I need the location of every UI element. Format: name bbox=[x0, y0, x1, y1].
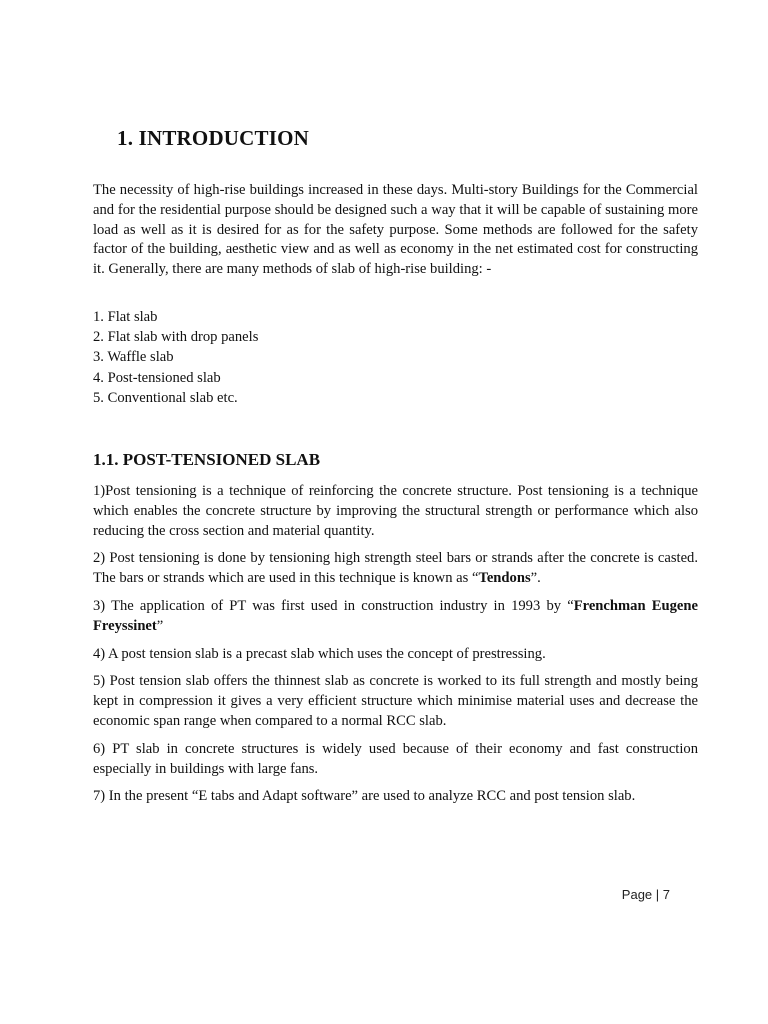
list-item: 2. Flat slab with drop panels bbox=[93, 329, 259, 346]
list-item: 5. Conventional slab etc. bbox=[93, 389, 238, 406]
point-2-text: 2) Post tensioning is done by tensioning high strength steel bars or strands after the concrete is casted. The bars or strands which are used in this technique is known as “ bbox=[93, 550, 698, 587]
point-2 bbox=[93, 549, 698, 589]
intro-paragraph: The necessity of high-rise buildings increased in these days. Multi-story Buildings for the Commercial and for the residential purpose should be designed such a way that it will be capable of sustaining more load as well as it is desired for as for the safety purpose. Some methods are followed for the safety factor of the building, aesthetic view and as well as economy in the net estimated cost for constructing it. Generally, there are many methods of slab of high-rise building: - bbox=[93, 182, 698, 278]
point-1: 1)Post tensioning is a technique of reinforcing the concrete structure. Post tensioning is a technique which enables the concrete structure by improving the structural strength or performance which also reducing the cross section and material quantity. bbox=[93, 483, 698, 539]
point-3 bbox=[93, 597, 698, 637]
freyssinet-name: Frenchman Eugene Freyssinet bbox=[93, 597, 698, 634]
point-6: 6) PT slab in concrete structures is widely used because of their economy and fast construction especially in buildings with large fans. bbox=[93, 740, 698, 777]
point-2-end: ”. bbox=[530, 570, 541, 587]
point-3-end: ” bbox=[156, 617, 164, 634]
point-5: 5) Post tension slab offers the thinnest slab as concrete is worked to its full strength and mostly being kept in compression it gives a very efficient structure which minimise material uses and decrease the economic span range when compared to a normal RCC slab. bbox=[93, 673, 698, 729]
post-tensioned-slab-section bbox=[93, 482, 698, 815]
list-item: 1. Flat slab bbox=[93, 309, 158, 325]
slab-methods-list bbox=[93, 307, 258, 408]
tendons-term: Tendons bbox=[478, 570, 531, 587]
point-3-text: 3) The application of PT was first used in construction industry in 1993 by “ bbox=[93, 597, 574, 614]
list-item: 3. Waffle slab bbox=[93, 349, 174, 366]
page-number: Page | 7 bbox=[621, 887, 670, 902]
introduction-heading: 1. INTRODUCTION bbox=[117, 126, 310, 150]
post-tensioned-slab-heading: 1.1. POST-TENSIONED SLAB bbox=[93, 450, 321, 469]
point-7: 7) In the present “E tabs and Adapt software” are used to analyze RCC and post tension slab. bbox=[93, 788, 636, 805]
point-4: 4) A post tension slab is a precast slab which uses the concept of prestressing. bbox=[93, 645, 546, 662]
list-item: 4. Post-tensioned slab bbox=[93, 369, 221, 386]
